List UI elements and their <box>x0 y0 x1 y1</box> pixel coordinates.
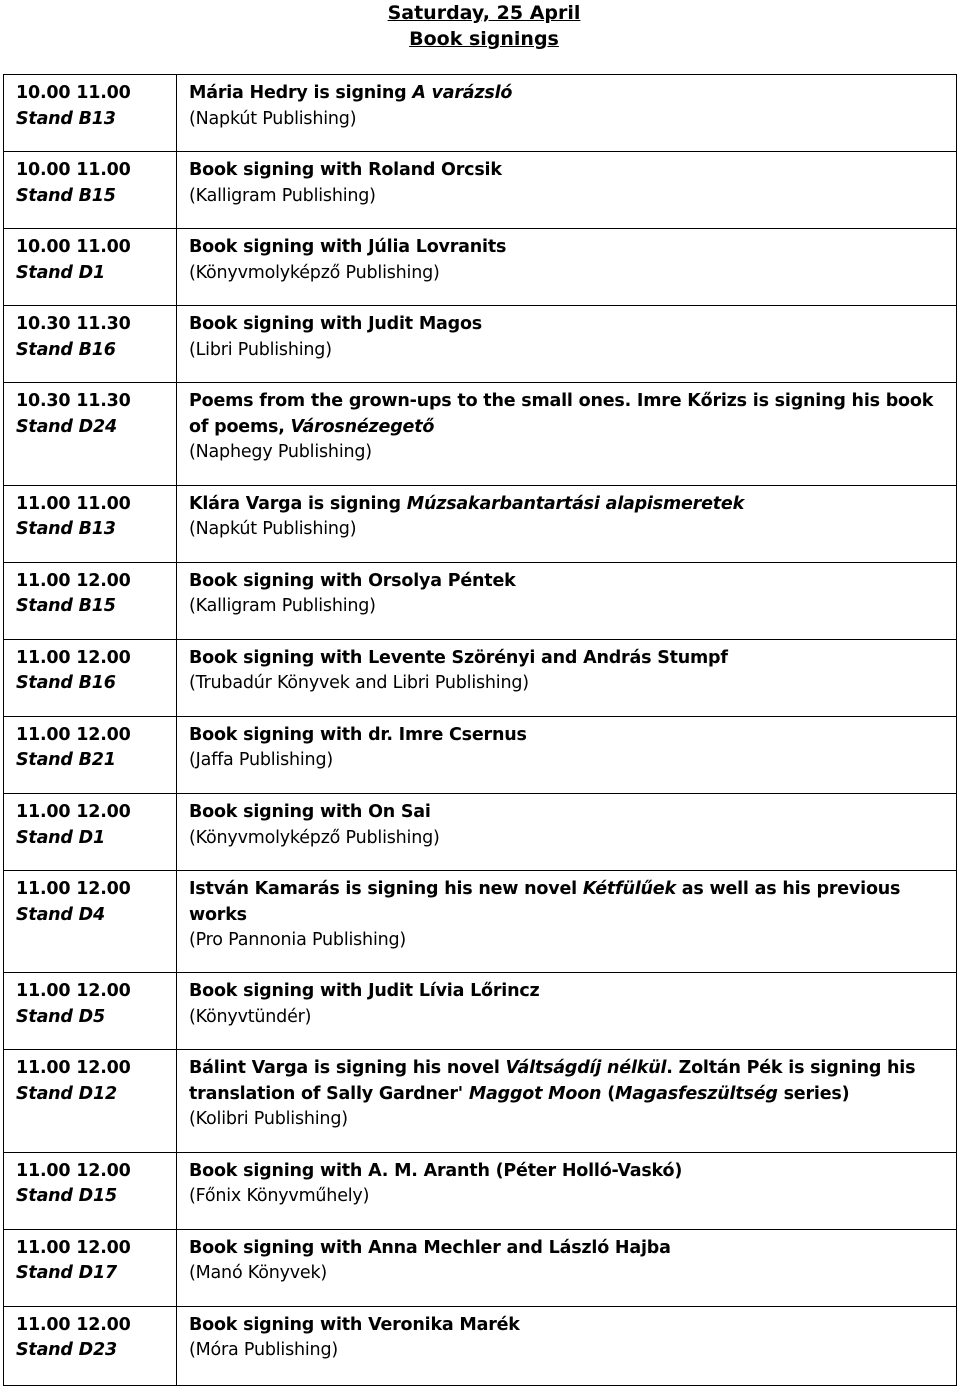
publisher: (Kalligram Publishing) <box>189 596 376 617</box>
event-text: Book signing with Veronika Marék <box>189 1314 520 1335</box>
publisher: (Naphegy Publishing) <box>189 442 372 463</box>
event-title <box>189 569 950 595</box>
stand-label: Stand D5 <box>16 1006 105 1027</box>
stand-label: Stand D1 <box>16 827 105 848</box>
event-cell <box>177 485 957 562</box>
publisher: (Manó Könyvek) <box>189 1263 328 1284</box>
event-text: Book signing with Roland Orcsik <box>189 160 502 181</box>
stand-label: Stand D15 <box>16 1186 117 1207</box>
event-title <box>189 1236 950 1262</box>
publisher: (Könyvmolyképző Publishing) <box>189 262 440 283</box>
time-range: 11.00 12.00 <box>16 570 131 591</box>
time-cell <box>4 1229 177 1306</box>
event-cell <box>177 1306 957 1385</box>
time-cell <box>4 639 177 716</box>
publisher: (Napkút Publishing) <box>189 519 357 540</box>
time-range: 11.00 12.00 <box>16 981 131 1002</box>
publisher: (Napkút Publishing) <box>189 108 357 129</box>
time-cell <box>4 716 177 793</box>
schedule-body <box>4 75 957 1386</box>
event-cell <box>177 306 957 383</box>
schedule-row <box>4 973 957 1050</box>
stand-label: Stand B21 <box>16 750 116 771</box>
schedule-table <box>3 74 957 1386</box>
publisher: (Kolibri Publishing) <box>189 1109 348 1130</box>
time-cell <box>4 1152 177 1229</box>
event-cell <box>177 75 957 152</box>
book-title: Kétfülűek <box>582 879 676 900</box>
event-title <box>189 646 950 672</box>
page-header <box>0 0 960 52</box>
publisher: (Jaffa Publishing) <box>189 750 333 771</box>
time-range: 11.00 12.00 <box>16 1160 131 1181</box>
schedule-row <box>4 229 957 306</box>
event-cell <box>177 794 957 871</box>
schedule-row <box>4 306 957 383</box>
event-cell <box>177 871 957 973</box>
event-title <box>189 81 950 107</box>
book-title: Maggot Moon <box>468 1083 602 1104</box>
time-cell <box>4 973 177 1050</box>
schedule-row <box>4 1050 957 1152</box>
event-text: Klára Varga is signing <box>189 493 407 514</box>
event-cell <box>177 639 957 716</box>
schedule-row <box>4 152 957 229</box>
time-range: 11.00 12.00 <box>16 724 131 745</box>
time-cell <box>4 871 177 973</box>
publisher: (Könyvmolyképző Publishing) <box>189 827 440 848</box>
stand-label: Stand D17 <box>16 1263 117 1284</box>
schedule-day: Saturday, 25 April <box>387 2 581 24</box>
event-title <box>189 979 950 1005</box>
publisher: (Trubadúr Könyvek and Libri Publishing) <box>189 673 529 694</box>
event-title <box>189 389 950 440</box>
stand-label: Stand D1 <box>16 262 105 283</box>
time-range: 10.00 11.00 <box>16 237 131 258</box>
stand-label: Stand B15 <box>16 185 116 206</box>
event-cell <box>177 383 957 485</box>
time-cell <box>4 75 177 152</box>
time-range: 10.00 11.00 <box>16 83 131 103</box>
time-range: 10.30 11.30 <box>16 391 131 412</box>
event-text: Book signing with Levente Szörényi and András Stumpf <box>189 647 728 668</box>
time-range: 11.00 12.00 <box>16 1314 131 1335</box>
time-range: 11.00 12.00 <box>16 647 131 668</box>
time-cell <box>4 306 177 383</box>
event-cell <box>177 152 957 229</box>
event-text: . Zoltán Pék is signing his translation of Sally Gardner' <box>189 1058 916 1104</box>
schedule-row <box>4 383 957 485</box>
time-cell <box>4 1050 177 1152</box>
event-title <box>189 158 950 184</box>
schedule-row <box>4 716 957 793</box>
event-title <box>189 312 950 338</box>
stand-label: Stand B13 <box>16 519 116 540</box>
stand-label: Stand B15 <box>16 596 116 617</box>
schedule-row <box>4 1306 957 1385</box>
time-range: 10.00 11.00 <box>16 160 131 181</box>
time-range: 11.00 12.00 <box>16 802 131 823</box>
event-text: Book signing with Judit Lívia Lőrincz <box>189 981 540 1002</box>
book-title: Múzsakarbantartási alapismeretek <box>406 493 745 514</box>
publisher: (Libri Publishing) <box>189 339 332 360</box>
event-text: Book signing with Orsolya Péntek <box>189 570 516 591</box>
time-cell <box>4 794 177 871</box>
event-text: Book signing with dr. Imre Csernus <box>189 724 527 745</box>
event-cell <box>177 229 957 306</box>
book-title: Magasfeszültség <box>615 1083 778 1104</box>
schedule-subtitle: Book signings <box>409 28 559 50</box>
stand-label: Stand D4 <box>16 904 105 925</box>
event-title <box>189 492 950 518</box>
event-title <box>189 1313 950 1339</box>
event-title <box>189 877 950 928</box>
event-title <box>189 235 950 261</box>
time-range: 11.00 12.00 <box>16 1237 131 1258</box>
book-title: Váltságdíj nélkül <box>505 1058 667 1079</box>
event-cell <box>177 1229 957 1306</box>
book-title: Városnézegető <box>290 416 435 437</box>
event-title <box>189 723 950 749</box>
time-cell <box>4 562 177 639</box>
schedule-row <box>4 485 957 562</box>
event-text: ( <box>601 1083 615 1104</box>
time-cell <box>4 485 177 562</box>
schedule-row <box>4 794 957 871</box>
schedule-row <box>4 639 957 716</box>
event-text: Book signing with A. M. Aranth (Péter Holló-Vaskó) <box>189 1160 683 1181</box>
event-title <box>189 1159 950 1185</box>
stand-label: Stand B16 <box>16 673 116 694</box>
event-text: series) <box>777 1083 850 1104</box>
event-text: Poems from the grown-ups to the small ones. Imre Kőrizs is signing his book of poems, <box>189 391 934 437</box>
event-text: Book signing with Júlia Lovranits <box>189 237 507 258</box>
event-cell <box>177 562 957 639</box>
stand-label: Stand B16 <box>16 339 116 360</box>
publisher: (Kalligram Publishing) <box>189 185 376 206</box>
schedule-row <box>4 562 957 639</box>
time-range: 11.00 12.00 <box>16 879 131 900</box>
schedule-row <box>4 1152 957 1229</box>
stand-label: Stand B13 <box>16 108 116 129</box>
event-cell <box>177 1152 957 1229</box>
event-cell <box>177 973 957 1050</box>
publisher: (Könyvtündér) <box>189 1006 312 1027</box>
event-text: Book signing with On Sai <box>189 802 431 823</box>
event-title <box>189 1056 950 1107</box>
publisher: (Móra Publishing) <box>189 1340 338 1361</box>
time-range: 11.00 12.00 <box>16 1058 131 1079</box>
time-cell <box>4 152 177 229</box>
schedule-row <box>4 1229 957 1306</box>
event-cell <box>177 716 957 793</box>
event-text: Book signing with Anna Mechler and László Hajba <box>189 1237 671 1258</box>
time-range: 10.30 11.30 <box>16 314 131 335</box>
event-cell <box>177 1050 957 1152</box>
event-text: Bálint Varga is signing his novel <box>189 1058 506 1079</box>
event-text: Book signing with Judit Magos <box>189 314 483 335</box>
event-text: as well as his previous works <box>189 879 901 925</box>
time-range: 11.00 11.00 <box>16 493 131 514</box>
stand-label: Stand D23 <box>16 1340 117 1361</box>
publisher: (Főnix Könyvműhely) <box>189 1186 370 1207</box>
event-title <box>189 800 950 826</box>
schedule-row <box>4 871 957 973</box>
publisher: (Pro Pannonia Publishing) <box>189 930 407 951</box>
stand-label: Stand D24 <box>16 416 117 437</box>
event-text: Mária Hedry is signing <box>189 83 413 103</box>
schedule-row <box>4 75 957 152</box>
time-cell <box>4 1306 177 1385</box>
stand-label: Stand D12 <box>16 1083 117 1104</box>
event-text: István Kamarás is signing his new novel <box>189 879 583 900</box>
time-cell <box>4 229 177 306</box>
book-title: A varázsló <box>412 83 513 103</box>
time-cell <box>4 383 177 485</box>
